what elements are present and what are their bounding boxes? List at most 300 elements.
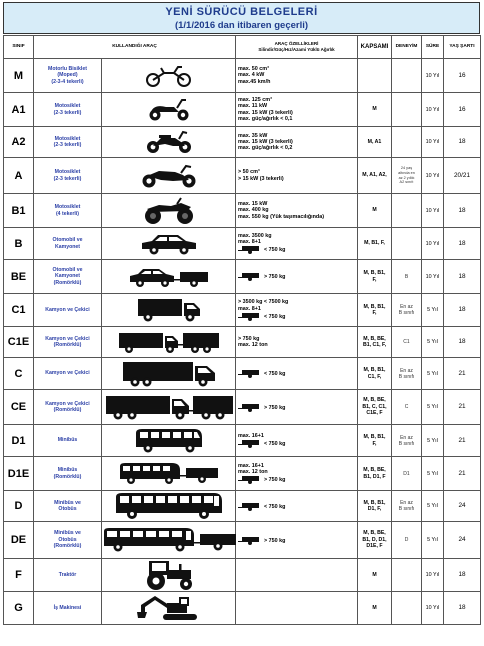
license-class: DE (4, 522, 34, 559)
experience (392, 559, 422, 592)
experience-line: B sınıfı (398, 310, 415, 316)
table-row (4, 260, 481, 294)
header-yas: YAŞ ŞARTI (444, 36, 481, 59)
vehicle-name-line: (4 tekerli) (55, 210, 80, 217)
vehicle-specs (236, 194, 358, 228)
age-requirement: 18 (444, 592, 481, 625)
experience (392, 327, 422, 358)
bus-trailer-icon (102, 526, 235, 554)
experience (392, 127, 422, 158)
vehicle-specs (236, 425, 358, 457)
coverage (358, 327, 392, 358)
table-row (4, 491, 481, 522)
vehicle-name (34, 194, 102, 228)
trailer-icon (238, 403, 260, 412)
coverage-line: M (372, 106, 377, 113)
coverage-line: M, B, B1, (363, 303, 386, 310)
header-ozellik-line1: ARAÇ ÖZELLİKLERİ (274, 41, 319, 46)
experience-line: C (404, 404, 409, 410)
age-requirement: 21 (444, 358, 481, 390)
vehicle-specs (236, 491, 358, 522)
vehicle-name-line: Kamyonet (54, 243, 81, 250)
coverage (358, 59, 392, 93)
validity-period: 10 Yıl (422, 260, 444, 294)
vehicle-specs (236, 158, 358, 194)
vehicle-name-line: (Romörklü) (53, 279, 82, 286)
validity-period: 10 Yıl (422, 559, 444, 592)
vehicle-name-line: Otomobil ve (52, 237, 83, 243)
vehicle-image (102, 491, 236, 522)
vehicle-name-line: Motosiklet (54, 103, 81, 109)
vehicle-specs (236, 228, 358, 260)
vehicle-name-line: Kamyonet (54, 273, 81, 280)
coverage-line: M, B, B1, (363, 367, 386, 374)
trailer-limit-label: < 750 kg (264, 313, 286, 320)
spec-line: max. 15 kW (3 tekerli) (238, 109, 293, 116)
vehicle-name-line: (2-3-4 tekerli) (51, 78, 84, 85)
coverage-line: B1, D1, F (363, 473, 386, 480)
experience (392, 592, 422, 625)
coverage-line: M, B, B1, (363, 434, 386, 441)
coverage-line: F, (372, 310, 377, 316)
experience-line: A2 sınıfı (399, 180, 414, 185)
experience-line: C1 (403, 339, 410, 345)
coverage-line: M (372, 604, 377, 611)
trailer-limit-label: < 750 kg (264, 503, 286, 510)
header-ozellik (236, 36, 358, 59)
car-icon (102, 232, 235, 256)
age-requirement: 21 (444, 425, 481, 457)
moped-icon (102, 65, 235, 87)
age-requirement: 16 (444, 59, 481, 93)
vehicle-name (34, 559, 102, 592)
motorcycle-icon (102, 130, 235, 154)
coverage (358, 158, 392, 194)
spec-line: max. 11 kW (238, 103, 268, 110)
vehicle-name-line: (Moped) (57, 72, 78, 79)
vehicle-name (34, 294, 102, 327)
validity-period: 10 Yıl (422, 59, 444, 93)
experience (392, 522, 422, 559)
trailer-limit-label: < 750 kg (264, 441, 286, 448)
spec-line: max.45 km/h (238, 78, 271, 85)
bus-icon (102, 491, 235, 521)
validity-period: 10 Yıl (422, 228, 444, 260)
vehicle-name-line: Kamyon ve Çekici (45, 335, 90, 342)
vehicle-image (102, 194, 236, 228)
coverage-line: B1, D, D1, (362, 536, 387, 543)
license-class: A1 (4, 93, 34, 127)
experience (392, 158, 422, 194)
trailer-limit (238, 312, 357, 321)
experience (392, 194, 422, 228)
license-class: M (4, 59, 34, 93)
vehicle-name (34, 390, 102, 425)
vehicle-name-line: (2-3 tekerli) (53, 175, 82, 182)
vehicle-image (102, 327, 236, 358)
age-requirement: 24 (444, 522, 481, 559)
trailer-icon (238, 536, 260, 545)
experience (392, 93, 422, 127)
coverage (358, 358, 392, 390)
table-row (4, 93, 481, 127)
validity-period: 5 Yıl (422, 425, 444, 457)
spec-line: max. 16+1 (238, 432, 264, 439)
age-requirement: 18 (444, 294, 481, 327)
coverage-line: D1, F, (367, 506, 382, 512)
vehicle-image (102, 457, 236, 491)
table-row (4, 158, 481, 194)
vehicle-name-line: Otobüs (58, 506, 77, 512)
vehicle-name-line: (2-3 tekerli) (53, 109, 82, 116)
spec-line: max. 550 kg (Yük taşımacılığında) (238, 213, 324, 220)
experience-line: B (404, 273, 409, 280)
header-sinif: SINIF (4, 36, 34, 59)
vehicle-name (34, 228, 102, 260)
license-class: C (4, 358, 34, 390)
spec-line: max. 16+1 (238, 462, 264, 469)
experience (392, 491, 422, 522)
spec-line: max. güç/ağırlık < 0,1 (238, 115, 293, 122)
vehicle-specs (236, 522, 358, 559)
trailer-limit-label: > 750 kg (264, 404, 286, 411)
table-row (4, 59, 481, 93)
spec-line: max. 400 kg (238, 207, 269, 214)
trailer-limit (238, 536, 357, 545)
vehicle-name-line: Motorlu Bisiklet (48, 65, 87, 72)
license-class: D1 (4, 425, 34, 457)
experience (392, 294, 422, 327)
vehicle-name-line: Motosiklet (54, 204, 81, 210)
trailer-icon (238, 245, 260, 254)
experience (392, 228, 422, 260)
vehicle-specs (236, 592, 358, 625)
vehicle-image (102, 559, 236, 592)
excavator-icon (102, 593, 235, 623)
vehicle-image (102, 59, 236, 93)
vehicle-name-line: (Romörklü) (53, 342, 82, 348)
coverage-line: M, A1, A2, (362, 172, 387, 179)
vehicle-image (102, 425, 236, 457)
trailer-icon (238, 369, 260, 378)
light-truck-icon (102, 297, 235, 323)
license-class: D1E (4, 457, 34, 491)
coverage-line: M, B, BE, (363, 335, 386, 342)
experience-line: En az (400, 434, 413, 441)
license-class: B (4, 228, 34, 260)
vehicle-name-line: (Romörklü) (53, 473, 82, 480)
trailer-limit (238, 272, 357, 281)
vehicle-name-line: Traktör (58, 571, 77, 578)
coverage-line: M, B, BE, (363, 530, 386, 537)
license-class: C1 (4, 294, 34, 327)
experience (392, 390, 422, 425)
vehicle-image (102, 522, 236, 559)
experience (392, 358, 422, 390)
truck-icon (102, 360, 235, 388)
vehicle-name-line: (Romörklü) (53, 543, 82, 550)
scooter-icon (102, 98, 235, 122)
trailer-limit-label: > 750 kg (264, 273, 286, 280)
age-requirement: 24 (444, 491, 481, 522)
vehicle-image (102, 358, 236, 390)
table-row (4, 228, 481, 260)
tractor-icon (102, 559, 235, 591)
header-ozellik-line2: Silindir/Güç/Hız/Azami Yüklü Ağırlık (258, 47, 335, 52)
coverage (358, 390, 392, 425)
car-trailer-icon (102, 266, 235, 288)
coverage-line: C1, F, (367, 373, 382, 380)
trailer-limit-label: > 750 kg (264, 537, 286, 544)
validity-period: 5 Yıl (422, 390, 444, 425)
coverage-line: B1, C1, F, (362, 342, 387, 348)
coverage-line: D1E, F (366, 543, 383, 550)
coverage (358, 260, 392, 294)
license-class: BE (4, 260, 34, 294)
vehicle-name-line: Minibüs ve (54, 530, 81, 537)
spec-line: max. 35 kW (238, 132, 268, 139)
header-row (4, 36, 481, 59)
validity-period: 5 Yıl (422, 491, 444, 522)
age-requirement: 18 (444, 327, 481, 358)
vehicle-name (34, 158, 102, 194)
coverage (358, 592, 392, 625)
coverage-line: M, B1, F, (364, 240, 385, 247)
title-banner (3, 2, 480, 34)
vehicle-specs (236, 260, 358, 294)
trailer-limit-label: > 750 kg (264, 477, 286, 484)
license-class: C1E (4, 327, 34, 358)
table-row (4, 390, 481, 425)
vehicle-name (34, 491, 102, 522)
table-row (4, 592, 481, 625)
license-class: D (4, 491, 34, 522)
trailer-icon (238, 502, 260, 511)
experience-line: altında en (398, 170, 415, 175)
coverage (358, 522, 392, 559)
experience (392, 59, 422, 93)
trailer-icon (238, 475, 260, 484)
coverage (358, 93, 392, 127)
coverage (358, 127, 392, 158)
coverage-line: M, B, BE, (363, 467, 386, 474)
table-row (4, 294, 481, 327)
coverage (358, 228, 392, 260)
spec-line: > 3500 kg < 7500 kg (238, 299, 289, 306)
coverage-line: M (372, 207, 377, 214)
license-class: G (4, 592, 34, 625)
vehicle-name-line: Kamyon ve Çekici (45, 306, 90, 313)
spec-line: max. 15 kW (238, 201, 268, 208)
experience-line: 24 yaş (400, 166, 413, 171)
vehicle-name-line: Motosiklet (54, 135, 81, 142)
vehicle-specs (236, 327, 358, 358)
coverage (358, 559, 392, 592)
vehicle-image (102, 228, 236, 260)
trailer-limit (238, 245, 357, 254)
table-row (4, 358, 481, 390)
spec-line: > 15 kW (3 tekerli) (238, 175, 284, 182)
experience-line: B sınıfı (398, 506, 415, 512)
vehicle-specs (236, 59, 358, 93)
spec-line: > 750 kg (238, 335, 260, 342)
validity-period: 10 Yıl (422, 158, 444, 194)
experience-line: B sınıfı (398, 373, 415, 380)
vehicle-specs (236, 390, 358, 425)
experience-line: En az (400, 500, 413, 506)
vehicle-image (102, 93, 236, 127)
coverage-line: M, A1 (367, 138, 382, 145)
validity-period: 5 Yıl (422, 358, 444, 390)
license-class: B1 (4, 194, 34, 228)
coverage (358, 194, 392, 228)
table-row (4, 457, 481, 491)
vehicle-image (102, 592, 236, 625)
experience-line: D1 (403, 470, 410, 477)
coverage-line: M, B, B1, (363, 270, 386, 277)
trailer-limit-label: < 750 kg (264, 370, 286, 377)
trailer-icon (238, 439, 260, 448)
vehicle-image (102, 127, 236, 158)
experience (392, 457, 422, 491)
vehicle-image (102, 294, 236, 327)
license-class: F (4, 559, 34, 592)
minibus-icon (102, 427, 235, 455)
vehicle-specs (236, 358, 358, 390)
vehicle-image (102, 260, 236, 294)
table-row (4, 327, 481, 358)
vehicle-name (34, 327, 102, 358)
vehicle-name (34, 127, 102, 158)
experience-line: az 2 yıllık (398, 175, 415, 180)
spec-line: max. 8+1 (238, 239, 261, 245)
vehicle-name (34, 59, 102, 93)
age-requirement: 18 (444, 228, 481, 260)
vehicle-name-line: (2-3 tekerli) (53, 142, 82, 148)
age-requirement: 18 (444, 559, 481, 592)
spec-line: max. 15 kW (3 tekerli) (238, 138, 293, 145)
vehicle-name (34, 425, 102, 457)
vehicle-name (34, 592, 102, 625)
vehicle-name-line: Otomobil ve (52, 266, 83, 273)
coverage-line: F, (372, 276, 377, 283)
vehicle-specs (236, 457, 358, 491)
vehicle-name-line: Otobüs (58, 536, 77, 543)
coverage (358, 491, 392, 522)
experience-line: B sınıfı (398, 440, 415, 447)
vehicle-name-line: Kamyon ve Çekici (45, 370, 90, 377)
vehicle-name (34, 457, 102, 491)
coverage-line: M (372, 571, 377, 578)
validity-period: 10 Yıl (422, 592, 444, 625)
header-deneyim: DENEYİM (392, 36, 422, 59)
trailer-limit (238, 403, 357, 412)
header-sure: SÜRE (422, 36, 444, 59)
title-line2: (1/1/2016 dan itibaren geçerli) (174, 20, 309, 31)
validity-period: 5 Yıl (422, 294, 444, 327)
vehicle-specs (236, 127, 358, 158)
spec-line: max. 3500 kg (238, 232, 272, 239)
vehicle-name (34, 260, 102, 294)
license-class: CE (4, 390, 34, 425)
vehicle-name (34, 522, 102, 559)
vehicle-image (102, 158, 236, 194)
age-requirement: 18 (444, 260, 481, 294)
age-requirement: 18 (444, 194, 481, 228)
trailer-limit (238, 369, 357, 378)
license-table (3, 35, 481, 625)
vehicle-name-line: (Romörklü) (53, 407, 82, 413)
table-row (4, 425, 481, 457)
vehicle-name-line: Minibüs (57, 437, 78, 444)
age-requirement: 21 (444, 390, 481, 425)
vehicle-specs (236, 559, 358, 592)
spec-line: max. 125 cm³ (238, 97, 272, 104)
truck-trailer-icon (102, 393, 235, 421)
license-class: A (4, 158, 34, 194)
vehicle-name (34, 358, 102, 390)
age-requirement: 16 (444, 93, 481, 127)
spec-line: max. 12 ton (238, 469, 268, 475)
coverage (358, 294, 392, 327)
age-requirement: 20/21 (444, 158, 481, 194)
age-requirement: 18 (444, 127, 481, 158)
vehicle-specs (236, 294, 358, 327)
vehicle-name-line: Minibüs (57, 467, 78, 473)
table-row (4, 127, 481, 158)
coverage (358, 457, 392, 491)
validity-period: 10 Yıl (422, 127, 444, 158)
trailer-limit (238, 439, 357, 448)
table-row (4, 559, 481, 592)
spec-line: max. güç/ağırlık < 0,2 (238, 145, 293, 152)
vehicle-specs (236, 93, 358, 127)
experience-line: En az (400, 367, 413, 374)
vehicle-name-line: Minibüs ve (54, 499, 81, 506)
cruiser-motorcycle-icon (102, 164, 235, 188)
trailer-icon (238, 272, 260, 281)
atv-icon (102, 197, 235, 225)
age-requirement: 21 (444, 457, 481, 491)
vehicle-image (102, 390, 236, 425)
coverage-line: M, B, BE, (363, 397, 386, 404)
coverage-line: B1, C, C1, (362, 403, 387, 410)
table-row (4, 522, 481, 559)
header-arac: KULLANDIĞI ARAÇ (34, 36, 236, 59)
spec-line: max. 12 ton (238, 342, 268, 348)
validity-period: 10 Yıl (422, 194, 444, 228)
trailer-limit-label: < 750 kg (264, 247, 286, 254)
coverage-line: C1E, F (366, 410, 383, 417)
table-row (4, 194, 481, 228)
vehicle-name-line: Motosiklet (54, 169, 81, 175)
trailer-limit (238, 475, 357, 484)
header-kapsami: KAPSAMI (358, 36, 392, 59)
vehicle-name-line: İş Makinesi (53, 604, 82, 611)
validity-period: 5 Yıl (422, 327, 444, 358)
experience (392, 425, 422, 457)
spec-line: max. 50 cm³ (238, 66, 269, 73)
vehicle-name-line: Kamyon ve Çekici (45, 400, 90, 407)
trailer-limit (238, 502, 357, 511)
validity-period: 5 Yıl (422, 522, 444, 559)
coverage-line: M, B, B1, (363, 499, 386, 506)
license-table-body (4, 59, 481, 625)
spec-line: max. 8+1 (238, 305, 261, 312)
spec-line: max. 4 kW (238, 72, 265, 79)
validity-period: 5 Yıl (422, 457, 444, 491)
trailer-icon (238, 312, 260, 321)
